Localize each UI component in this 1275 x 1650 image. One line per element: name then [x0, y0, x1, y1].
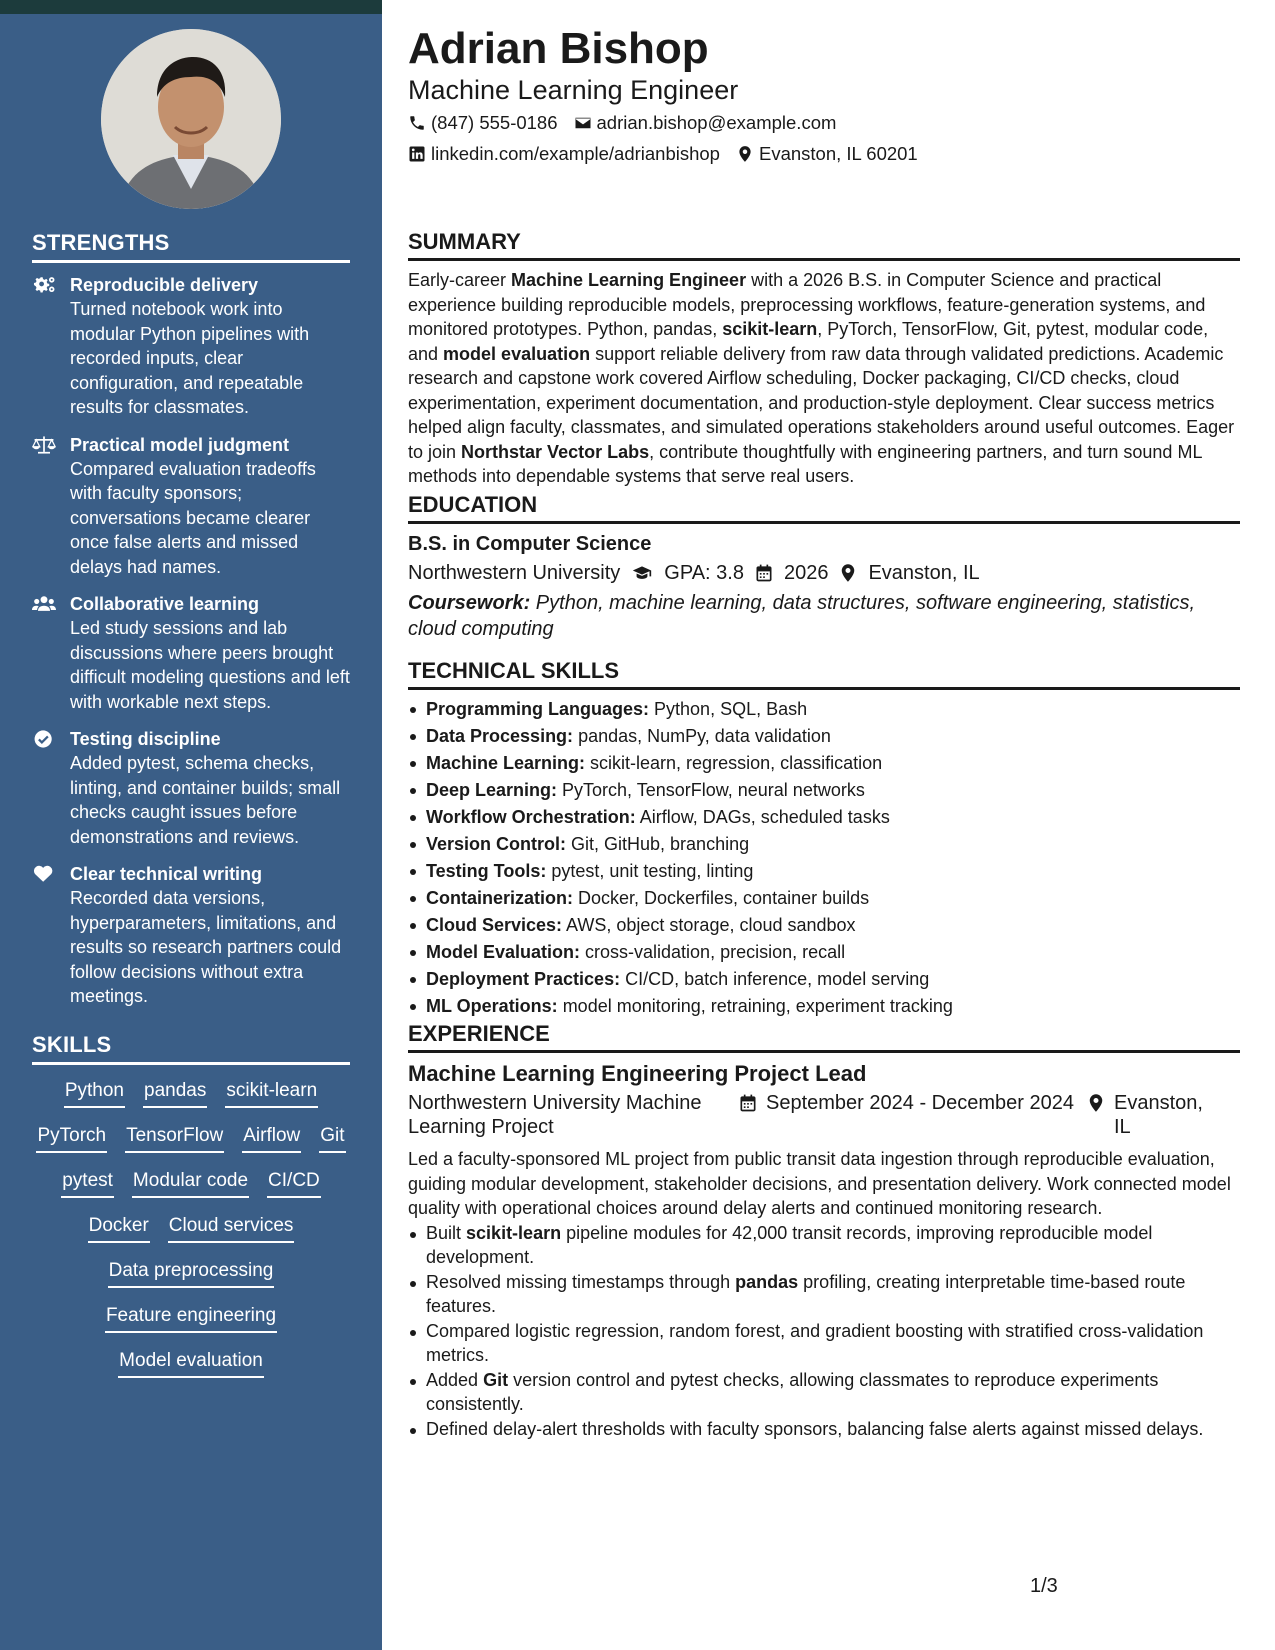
- technical-skill-value: pandas, NumPy, data validation: [573, 726, 831, 746]
- job-title: Machine Learning Engineering Project Lead: [408, 1061, 867, 1086]
- skill-chip-row: [32, 1258, 350, 1303]
- profile-photo: [101, 29, 281, 209]
- top-accent-bar: [0, 0, 382, 14]
- technical-skill-label: Deployment Practices:: [426, 969, 621, 989]
- skill-chip: TensorFlow: [125, 1123, 224, 1153]
- technical-skill-label: Workflow Orchestration:: [426, 807, 636, 827]
- technical-skill-label: Containerization:: [426, 888, 573, 908]
- summary-section: [408, 229, 1240, 489]
- technical-skill-label: ML Operations:: [426, 996, 558, 1016]
- job-bullet: [408, 1417, 1240, 1442]
- technical-skill-item: [408, 723, 1240, 750]
- skill-chip: Docker: [88, 1213, 150, 1243]
- education-heading: EDUCATION: [408, 492, 1240, 524]
- skill-chip: Model evaluation: [118, 1348, 264, 1378]
- skill-chip-row: [32, 1078, 350, 1123]
- job-bullet-bold: Git: [483, 1369, 509, 1390]
- contact-row-1: [408, 112, 836, 134]
- skill-chip: Modular code: [132, 1168, 249, 1198]
- page-indicator: 1/3: [1030, 1575, 1058, 1597]
- job-location-item: [1086, 1091, 1214, 1139]
- contact-row-2: [408, 143, 918, 165]
- job-bullet-text: Built: [426, 1222, 467, 1243]
- job-bullet-bold: scikit-learn: [466, 1222, 562, 1243]
- technical-skill-item: [408, 750, 1240, 777]
- gpa: GPA: 3.8: [664, 562, 744, 584]
- strength-description: Added pytest, schema checks, linting, and container builds; small checks caught issues before demonstrations and reviews.: [70, 753, 341, 847]
- technical-skill-value: pytest, unit testing, linting: [546, 861, 754, 881]
- job-bullet: [408, 1270, 1240, 1319]
- coursework-label: Coursework:: [408, 592, 531, 614]
- job-bullet-text: Defined delay-alert thresholds with faculty sponsors, balancing false alerts against missed delays.: [426, 1418, 1204, 1439]
- technical-skill-item: [408, 858, 1240, 885]
- technical-skill-label: Testing Tools:: [426, 861, 547, 881]
- email-text[interactable]: adrian.bishop@example.com: [596, 112, 837, 133]
- summary-bold: model evaluation: [443, 343, 591, 364]
- skills-heading: SKILLS: [32, 1032, 350, 1065]
- summary-text: Early-career: [408, 270, 512, 290]
- skills-section: [32, 1032, 350, 1393]
- job-bullet: [408, 1319, 1240, 1368]
- linkedin-icon: [408, 145, 426, 163]
- candidate-name: Adrian Bishop: [408, 24, 709, 73]
- linkedin-text[interactable]: linkedin.com/example/adrianbishop: [431, 143, 720, 164]
- skill-chip: pandas: [143, 1078, 207, 1108]
- summary-bold: Machine Learning Engineer: [511, 270, 747, 290]
- job-organization: Northwestern University Machine Learning Project: [408, 1092, 702, 1138]
- strengths-section: [32, 230, 350, 1022]
- strength-title: Practical model judgment: [70, 434, 290, 455]
- calendar-icon: [754, 563, 774, 583]
- skill-chip: Airflow: [242, 1123, 301, 1153]
- map-pin-icon: [838, 563, 858, 583]
- summary-text: , PyTorch, TensorFlow, Git, pytest, modular code, and: [408, 319, 1209, 364]
- experience-section: [408, 1021, 1240, 1441]
- school-name: Northwestern University: [408, 562, 621, 584]
- job-meta: [408, 1091, 1240, 1139]
- skill-chip-row: [32, 1348, 350, 1393]
- coursework-list: Python, machine learning, data structures, software engineering, statistics, cloud computing: [408, 592, 1196, 640]
- job-dates-item: [738, 1091, 1086, 1139]
- technical-skills-section: [408, 658, 1240, 1020]
- technical-skill-item: [408, 831, 1240, 858]
- technical-skill-item: [408, 993, 1240, 1020]
- technical-skill-label: Programming Languages:: [426, 699, 650, 719]
- technical-skill-value: scikit-learn, regression, classification: [585, 753, 883, 773]
- job-bullet-text: Resolved missing timestamps through: [426, 1271, 736, 1292]
- strength-description: Led study sessions and lab discussions where peers brought difficult modeling questions and left with workable next steps.: [70, 618, 350, 712]
- technical-skill-label: Deep Learning:: [426, 780, 558, 800]
- strength-item: [32, 862, 350, 1009]
- technical-skill-value: PyTorch, TensorFlow, neural networks: [557, 780, 865, 800]
- graduation-cap-icon: [630, 563, 654, 583]
- technical-skill-label: Version Control:: [426, 834, 567, 854]
- strength-description: Compared evaluation tradeoffs with faculty sponsors; conversations became clearer once false alerts and missed delays had names.: [70, 458, 316, 577]
- technical-skill-label: Cloud Services:: [426, 915, 563, 935]
- strength-title: Clear technical writing: [70, 864, 263, 884]
- technical-skill-item: [408, 804, 1240, 831]
- skill-chip-row: [32, 1168, 350, 1213]
- experience-heading: EXPERIENCE: [408, 1021, 1240, 1053]
- skill-chip: Feature engineering: [105, 1303, 277, 1333]
- job-bullet-text: profiling, creating interpretable time-based route features.: [426, 1271, 1186, 1316]
- job-location: Evanston, IL: [1114, 1092, 1203, 1138]
- strength-item: [32, 727, 350, 849]
- summary-bold: scikit-learn: [722, 319, 818, 339]
- calendar-icon: [738, 1093, 758, 1113]
- summary-text: [408, 268, 1240, 489]
- technical-skill-item: [408, 912, 1240, 939]
- strength-title: Reproducible delivery: [70, 275, 259, 295]
- phone-item: [408, 112, 558, 134]
- skill-chip: Python: [64, 1078, 125, 1108]
- technical-skill-value: model monitoring, retraining, experiment tracking: [557, 996, 953, 1016]
- technical-skill-label: Machine Learning:: [426, 753, 586, 773]
- map-pin-icon: [1086, 1093, 1106, 1113]
- education-details: [408, 558, 1240, 588]
- map-pin-icon: [736, 145, 754, 163]
- job-bullet-text: version control and pytest checks, allowing classmates to reproduce experiments consistently.: [426, 1369, 1159, 1414]
- technical-skills-heading: TECHNICAL SKILLS: [408, 658, 1240, 690]
- skill-chip: pytest: [61, 1168, 114, 1198]
- technical-skill-value: AWS, object storage, cloud sandbox: [562, 915, 856, 935]
- technical-skill-item: [408, 885, 1240, 912]
- sidebar: [0, 14, 382, 1650]
- graduation-year: 2026: [783, 562, 829, 584]
- job-bullets: [408, 1221, 1240, 1442]
- summary-heading: SUMMARY: [408, 229, 1240, 261]
- skill-chip: CI/CD: [267, 1168, 321, 1198]
- technical-skill-value: Airflow, DAGs, scheduled tasks: [635, 807, 890, 827]
- users-icon: [32, 592, 70, 714]
- technical-skills-list: [408, 696, 1240, 1020]
- coursework: [408, 590, 1240, 642]
- technical-skill-item: [408, 777, 1240, 804]
- technical-skill-value: CI/CD, batch inference, model serving: [620, 969, 930, 989]
- strength-title: Collaborative learning: [70, 594, 260, 614]
- location-item: [736, 143, 918, 165]
- education-section: [408, 492, 1240, 642]
- summary-text: with a 2026 B.S. in Computer Science and practical experience building reproducible models, preprocessing workflows, feature-generation systems, and monitored prototypes. Python, pandas,: [408, 270, 1206, 339]
- job-bullet-text: Added: [426, 1369, 484, 1390]
- job-bullet-text: Compared logistic regression, random forest, and gradient boosting with stratified cross-validation metrics.: [426, 1320, 1204, 1365]
- skill-chip-row: [32, 1213, 350, 1258]
- strength-description: Recorded data versions, hyperparameters, limitations, and results so research partners could follow decisions without extra meetings.: [70, 888, 342, 1006]
- email-item[interactable]: [574, 112, 837, 134]
- envelope-icon: [574, 114, 592, 132]
- summary-bold: Northstar Vector Labs: [461, 441, 650, 462]
- job-description: Led a faculty-sponsored ML project from public transit data ingestion through reproducible evaluation, guiding modular development, stakeholder decisions, and presentation delivery. Work connected model quality with operational choices around delay alerts and continued monitoring research.: [408, 1149, 1231, 1218]
- summary-text: , contribute thoughtfully with engineering partners, and turn sound ML methods into dependable systems that serve real users.: [408, 441, 1202, 486]
- technical-skill-label: Model Evaluation:: [426, 942, 581, 962]
- technical-skill-item: [408, 966, 1240, 993]
- technical-skill-value: cross-validation, precision, recall: [580, 942, 846, 962]
- job-bullet-bold: pandas: [735, 1271, 799, 1292]
- strengths-heading: STRENGTHS: [32, 230, 350, 263]
- skill-chip: Cloud services: [168, 1213, 295, 1243]
- location-text: Evanston, IL 60201: [758, 143, 918, 164]
- summary-text: support reliable delivery from raw data through validated predictions. Academic research and capstone work covered Airflow scheduling, Docker packaging, CI/CD checks, cloud experimentation, experiment documentation, and production-style deployment. Clear success metrics helped align faculty, classmates, and simulated operations stakeholders around useful outcomes. Eager to join: [408, 343, 1235, 462]
- strength-item: [32, 273, 350, 420]
- phone-text: (847) 555-0186: [431, 112, 558, 133]
- strength-description: Turned notebook work into modular Python pipelines with recorded inputs, clear configuration, and repeatable results for classmates.: [70, 299, 310, 417]
- education-location: Evanston, IL: [868, 562, 980, 584]
- skill-chip: scikit-learn: [225, 1078, 318, 1108]
- job-dates: September 2024 - December 2024: [766, 1092, 1074, 1114]
- degree: B.S. in Computer Science: [408, 533, 652, 555]
- strength-title: Testing discipline: [70, 729, 221, 749]
- strength-item: [32, 592, 350, 714]
- skill-chip: PyTorch: [36, 1123, 107, 1153]
- check-circle-icon: [32, 727, 70, 849]
- job-bullet-text: pipeline modules for 42,000 transit records, improving reproducible model development.: [426, 1222, 1153, 1267]
- scale-icon: [32, 433, 70, 580]
- skill-chip: Data preprocessing: [108, 1258, 275, 1288]
- technical-skill-item: [408, 939, 1240, 966]
- technical-skill-item: [408, 696, 1240, 723]
- phone-icon: [408, 114, 426, 132]
- skill-chip: Git: [319, 1123, 345, 1153]
- linkedin-item[interactable]: [408, 143, 720, 165]
- skill-chip-row: [32, 1303, 350, 1348]
- job-bullet: [408, 1221, 1240, 1270]
- candidate-title: Machine Learning Engineer: [408, 75, 739, 105]
- gears-icon: [32, 273, 70, 420]
- job-bullet: [408, 1368, 1240, 1417]
- skill-chip-row: [32, 1123, 350, 1168]
- technical-skill-label: Data Processing:: [426, 726, 574, 746]
- technical-skill-value: Python, SQL, Bash: [649, 699, 808, 719]
- heart-icon: [32, 862, 70, 1009]
- strength-item: [32, 433, 350, 580]
- technical-skill-value: Git, GitHub, branching: [566, 834, 750, 854]
- technical-skill-value: Docker, Dockerfiles, container builds: [573, 888, 870, 908]
